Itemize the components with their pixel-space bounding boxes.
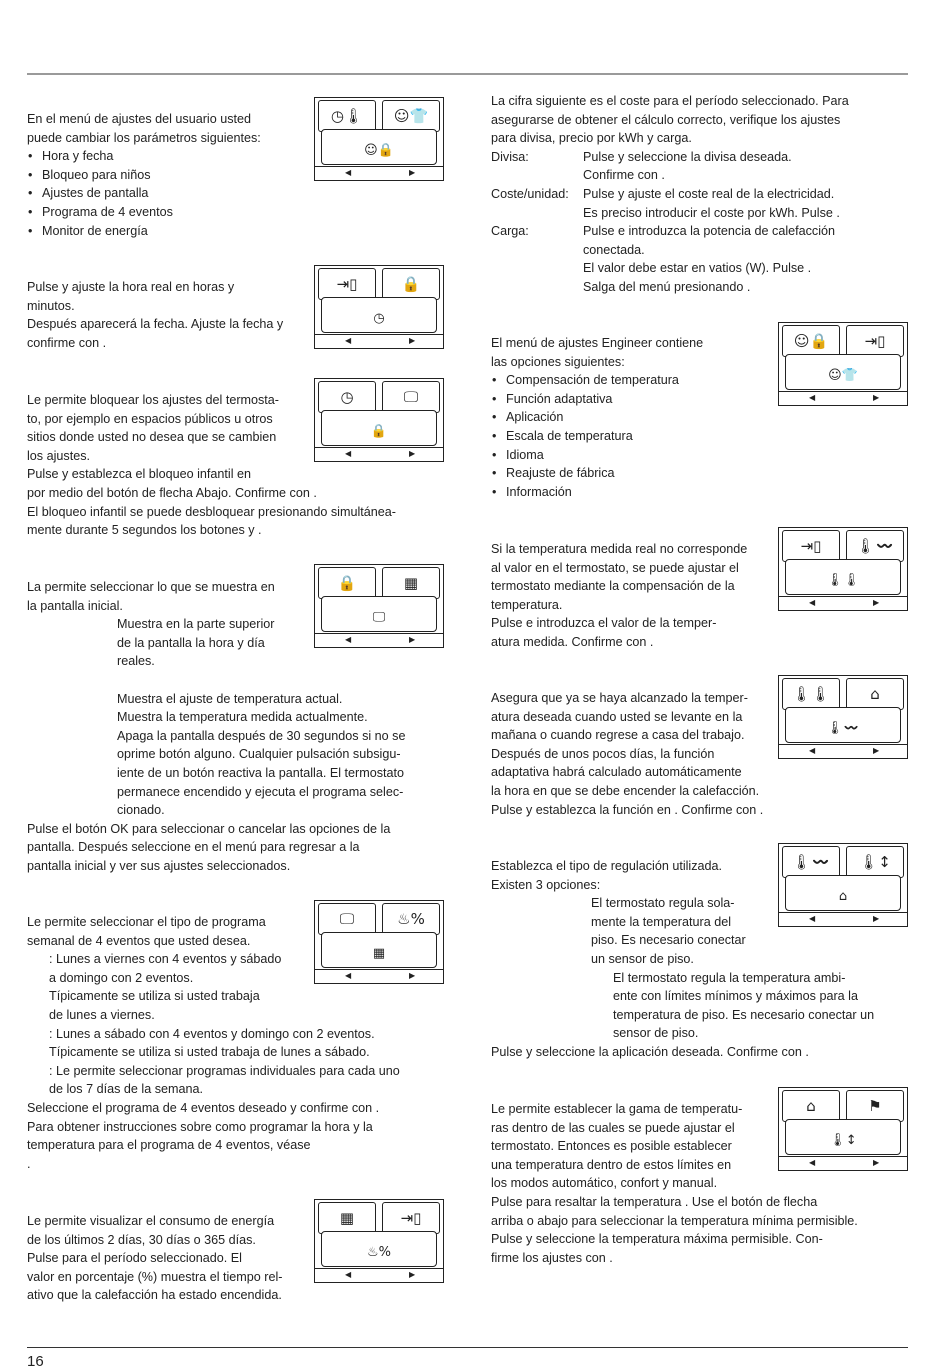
text-line: Para obtener instrucciones sobre como programar la hora y la [27,1119,373,1134]
diagram-right-menu-tile [846,530,904,562]
text-line: firme los ajustes con . [491,1250,613,1265]
right-arrow-icon: ▶ [873,746,880,755]
padlock-icon: 🔒 [370,423,388,439]
text-line: atura deseada cuando usted se levante en la [491,709,743,724]
text-line: atura medida. Confirme con . [491,634,654,649]
setting-key: Coste/unidad: [491,186,569,201]
text-line: : Le permite seleccionar programas individuales para cada uno [49,1063,400,1078]
text-line: una temperatura dentro de estos límites en [491,1157,732,1172]
exit-door-icon: ⇥▯ [336,274,358,293]
text-line: Pulse e introduzca el valor de la temper- [491,616,717,631]
right-arrow-icon: ▶ [409,449,416,458]
diagram-right-menu-tile [382,903,440,935]
right-section-temperature-compensation [491,540,747,652]
text-line: La permite seleccionar lo que se muestra en [27,580,275,594]
diagram-frame [778,527,908,611]
text-line: Apaga la pantalla después de 30 segundos si no se [117,728,406,743]
setting-value: Pulse e introduzca la potencia de calefacción [583,224,836,239]
text-line: temperatura de piso. Es necesario conectar un [613,1007,875,1022]
text-line: ras dentro de las cuales se puede ajustar el [491,1120,735,1135]
thermometers-icon: 🌡🌡 [791,684,831,703]
text-line: valor en porcentaje (%) muestra el tiempo rel- [27,1269,283,1284]
diagram-frame [778,322,908,406]
exit-door-icon: ⇥▯ [400,1208,422,1227]
person-lock-icon: ☺🔒 [793,331,829,350]
text-line: de lunes a viernes. [49,1007,155,1022]
right-arrow-icon: ▶ [409,971,416,980]
diagram-divider [315,1268,443,1269]
text-line: los modos automático, confort y manual. [491,1176,718,1191]
right-arrow-icon: ▶ [873,1158,880,1167]
text-line: permanece encendido y ejecuta el programa selec- [117,784,404,799]
text-line: de los últimos 2 días, 30 días o 365 días. [27,1232,256,1247]
thermostat-display-diagram [778,1087,908,1171]
diagram-left-menu-tile [782,846,840,878]
left-arrow-icon: ◀ [345,971,352,980]
diagram-right-menu-tile [382,268,440,300]
diagram-left-menu-tile [782,530,840,562]
text-line: la hora en que se debe encender la calefacción. [491,783,760,798]
setting-value: conectada. [583,242,645,257]
monitor-icon: 🖵 [403,387,419,406]
bullet-item: • Compensación de temperatura [491,371,703,390]
text-line: Muestra la temperatura medida actualmente. [117,710,368,725]
text-line: Pulse y establezca el bloqueo infantil en [27,467,252,482]
bullet-item: • Función adaptativa [491,390,703,409]
text-line: Muestra el ajuste de temperatura actual. [117,691,343,706]
flag-icon: ⚑ [868,1096,882,1115]
text-line: Existen 3 opciones: [491,877,601,892]
diagram-right-menu-tile [846,325,904,357]
right-arrow-icon: ▶ [409,168,416,177]
house-arrows-icon: ⌂ [806,1096,816,1115]
monitor-icon: 🖵 [339,909,355,928]
text-line: Pulse y seleccione la aplicación deseada. Confirme con . [491,1044,809,1059]
house-arrows-icon: ⌂ [870,684,880,703]
diagram-screen [321,129,437,165]
diagram-divider [315,447,443,448]
thermostat-display-diagram [314,97,444,181]
bullet-list [491,371,703,501]
setting-row [491,166,849,185]
text-line: oprime botón alguno. Cualquier pulsación subsigu- [117,747,401,762]
text-line: Típicamente se utiliza si usted trabaja de lunes a sábado. [49,1045,370,1060]
text-line: Le permite visualizar el consumo de energía [27,1214,275,1228]
thermostat-display-diagram [314,900,444,984]
text-line: termostato. Entonces es posible establecer [491,1139,732,1154]
text-line: adaptativa habrá calculado automáticamente [491,765,742,780]
text-line: : Lunes a sábado con 4 eventos y domingo con 2 eventos. [49,1026,375,1041]
top-rule [27,73,908,75]
thermostat-display-diagram [314,265,444,349]
text-line: Le permite seleccionar el tipo de programa [27,915,266,929]
thermometer-range-icon: 🌡↕ [829,1132,857,1148]
text-line: Después de unos pocos días, la función [491,746,715,761]
text-line: al valor en el termostato, se puede ajustar el [491,560,739,575]
left-section-energy-monitor [27,1212,282,1305]
diagram-left-menu-tile [318,381,376,413]
thermometer-graph-icon: 🌡〰 [791,852,831,871]
diagram-divider [779,1156,907,1157]
thermostat-display-diagram [778,843,908,927]
setting-row [491,222,849,241]
bullet-item: • Programa de 4 eventos [27,203,261,222]
calendar-icon: ▦ [372,945,386,961]
text-line: Le permite establecer la gama de temperatu- [491,1102,743,1116]
page-number: 16 [27,1353,44,1370]
text-line: El menú de ajustes Engineer contiene [491,336,704,350]
diagram-left-menu-tile [318,567,376,599]
thermometer-graph-icon: 🌡〰 [826,720,860,736]
setting-key [491,241,583,260]
diagram-frame [778,675,908,759]
left-section-user-settings [27,110,261,240]
diagram-left-menu-tile [782,678,840,710]
bullet-item: • Aplicación [491,408,703,427]
person-shirt-icon: ☺👕 [393,106,429,125]
calendar-icon: ▦ [403,573,419,592]
text-line: minutos. [27,298,75,313]
setting-value: El valor debe estar en vatios (W). Pulse . [583,261,812,276]
thermostat-display-diagram [314,378,444,462]
setting-row [491,204,849,223]
person-shirt-icon: ☺👕 [828,367,858,383]
bullet-item: • Idioma [491,446,703,465]
setting-row [491,185,849,204]
text-line: Le permite bloquear los ajustes del termosta- [27,393,280,407]
text-line: temperatura. [491,597,563,612]
bullet-item: • Información [491,483,703,502]
diagram-screen [785,707,901,743]
diagram-divider [315,334,443,335]
text-line: Muestra en la parte superior [117,617,275,632]
text-line: : Lunes a viernes con 4 eventos y sábado [49,952,282,967]
text-line: to, por ejemplo en espacios públicos u otros [27,411,273,426]
clock-icon: ◷ [340,387,354,406]
diagram-frame [314,900,444,984]
setting-key: Carga: [491,224,529,239]
diagram-frame [314,1199,444,1283]
text-line: semanal de 4 eventos que usted desea. [27,933,251,948]
diagram-right-menu-tile [846,678,904,710]
bullet-item: • Hora y fecha [27,147,261,166]
heat-percent-icon: ♨% [366,1244,391,1260]
left-arrow-icon: ◀ [345,336,352,345]
diagram-divider [779,912,907,913]
text-line: En el menú de ajustes del usuario usted [27,112,252,126]
thermostat-display-diagram [314,1199,444,1283]
diagram-divider [779,596,907,597]
diagram-left-menu-tile [782,325,840,357]
calendar-icon: ▦ [339,1208,355,1227]
setting-row [491,259,849,278]
diagram-divider [315,969,443,970]
diagram-left-menu-tile [318,903,376,935]
text-line: puede cambiar los parámetros siguientes: [27,130,261,145]
text-line: Pulse el botón OK para seleccionar o cancelar las opciones de la [27,821,391,836]
text-line: . [27,1156,31,1171]
padlock-icon: 🔒 [401,274,421,293]
right-arrow-icon: ▶ [873,393,880,402]
text-line: sensor de piso. [613,1026,699,1041]
diagram-screen [321,297,437,333]
text-line: iente de un botón reactiva la pantalla. El termostato [117,765,405,780]
diagram-screen [321,1231,437,1267]
setting-value: Pulse y seleccione la divisa deseada. [583,149,792,164]
thermostat-display-diagram [778,322,908,406]
diagram-screen [785,354,901,390]
clock-icon: ◷ [373,310,385,326]
padlock-icon: 🔒 [337,573,357,592]
bullet-item: • Bloqueo para niños [27,166,261,185]
text-line: las opciones siguientes: [491,354,625,369]
text-line: Seleccione el programa de 4 eventos deseado y confirme con . [27,1100,380,1115]
diagram-right-menu-tile [846,846,904,878]
text-line: Pulse para el período seleccionado. El [27,1251,242,1266]
diagram-left-menu-tile [318,1202,376,1234]
text-line: ente con límites mínimos y máximos para la [613,989,858,1004]
person-lock-icon: ☺🔒 [364,142,394,158]
right-arrow-icon: ▶ [873,914,880,923]
setting-value: Es preciso introducir el coste por kWh. Pulse . [583,205,840,220]
diagram-right-menu-tile [382,381,440,413]
diagram-frame [314,378,444,462]
text-line: sitios donde usted no desea que se cambien [27,430,277,445]
left-arrow-icon: ◀ [809,393,816,402]
diagram-screen [321,932,437,968]
bullet-list [27,147,261,240]
text-line: cionado. [117,803,165,818]
diagram-frame [314,97,444,181]
diagram-frame [314,265,444,349]
thermometer-range-icon: 🌡↕ [859,852,891,871]
text-line: de la pantalla la hora y día [117,635,265,650]
text-line: de los 7 días de la semana. [49,1082,204,1097]
heat-percent-icon: ♨% [397,909,425,928]
bullet-item: • Monitor de energía [27,222,261,241]
text-line: Después aparecerá la fecha. Ajuste la fecha y [27,317,284,332]
text-line: confirme con . [27,335,107,350]
left-arrow-icon: ◀ [345,635,352,644]
text-line: reales. [117,654,155,669]
house-arrows-icon: ⌂ [838,888,848,904]
setting-row [491,278,849,297]
text-line: a domingo con 2 eventos. [49,970,194,985]
diagram-screen [785,1119,901,1155]
left-arrow-icon: ◀ [345,1270,352,1279]
text-line: termostato mediante la compensación de la [491,579,735,594]
diagram-right-menu-tile [382,100,440,132]
bullet-item: • Escala de temperatura [491,427,703,446]
text-line: Si la temperatura medida real no corresponde [491,542,748,556]
diagram-divider [315,633,443,634]
right-section-engineer-menu [491,334,703,501]
text-line: temperatura para el programa de 4 eventos, véase [27,1138,311,1153]
diagram-right-menu-tile [382,567,440,599]
setting-row [491,148,849,167]
diagram-divider [315,166,443,167]
text-line: Pulse y ajuste la hora real en horas y [27,280,235,294]
right-arrow-icon: ▶ [409,635,416,644]
text-line: mente la temperatura del [591,914,732,929]
thermometers-icon: 🌡🌡 [826,572,860,588]
text-line: Pulse para resaltar la temperatura . Use el botón de flecha [491,1194,818,1209]
text-line: piso. Es necesario conectar [591,933,746,948]
right-arrow-icon: ▶ [409,1270,416,1279]
left-arrow-icon: ◀ [809,746,816,755]
text-line: ativo que la calefacción ha estado encendida. [27,1288,282,1303]
bullet-item: • Ajustes de pantalla [27,184,261,203]
thermostat-display-diagram [778,675,908,759]
setting-key: Divisa: [491,149,529,164]
text-line: Típicamente se utiliza si usted trabaja [49,989,260,1004]
diagram-screen [321,410,437,446]
text-line: pantalla. Después seleccione en el menú para regresar a la [27,840,360,855]
left-arrow-icon: ◀ [809,1158,816,1167]
text-line: Pulse y seleccione la temperatura máxima permisible. Con- [491,1232,823,1247]
diagram-frame [778,843,908,927]
setting-key [491,259,583,278]
right-section-adaptive-function [491,689,763,819]
text-line: pantalla inicial y ver sus ajustes seleccionados. [27,858,291,873]
text-line: El termostato regula sola- [591,896,735,911]
right-section-cost [491,92,849,297]
diagram-divider [779,744,907,745]
text-line: para divisa, precio por kWh y carga. [491,131,692,146]
text-line: Establezca el tipo de regulación utilizada. [491,859,723,873]
text-line: por medio del botón de flecha Abajo. Confirme con . [27,485,317,500]
diagram-right-menu-tile [846,1090,904,1122]
spacer [27,671,405,690]
exit-door-icon: ⇥▯ [800,536,822,555]
left-arrow-icon: ◀ [809,914,816,923]
right-arrow-icon: ▶ [409,336,416,345]
diagram-screen [785,875,901,911]
diagram-screen [785,559,901,595]
text-line: arriba o abajo para seleccionar la temperatura mínima permisible. [491,1213,858,1228]
setting-key [491,278,583,297]
thermostat-display-diagram [314,564,444,648]
text-line: Asegura que ya se haya alcanzado la temper- [491,691,748,705]
text-line: Pulse y establezca la función en . Confirme con . [491,802,764,817]
text-line: la pantalla inicial. [27,598,123,613]
diagram-divider [779,391,907,392]
diagram-left-menu-tile [318,268,376,300]
text-line: asegurarse de obtener el cálculo correcto, verifique los ajustes [491,112,841,127]
setting-value: Pulse y ajuste el coste real de la electricidad. [583,186,835,201]
setting-value: Confirme con . [583,168,665,183]
left-arrow-icon: ◀ [345,449,352,458]
diagram-frame [314,564,444,648]
text-line: El bloqueo infantil se puede desbloquear presionando simultánea- [27,504,396,519]
diagram-right-menu-tile [382,1202,440,1234]
text-line: un sensor de piso. [591,951,694,966]
diagram-frame [778,1087,908,1171]
text-line: los ajustes. [27,448,90,463]
setting-value: Salga del menú presionando . [583,279,751,294]
thermostat-display-diagram [778,527,908,611]
monitor-icon: 🖵 [372,609,386,625]
diagram-screen [321,596,437,632]
bottom-rule [27,1347,908,1348]
thermometer-graph-icon: 🌡〰 [855,536,895,555]
exit-door-icon: ⇥▯ [864,331,886,350]
setting-key [491,166,583,185]
right-arrow-icon: ▶ [873,598,880,607]
bullet-item: • Reajuste de fábrica [491,464,703,483]
clock-thermometer-icon: ◷🌡 [330,106,364,125]
left-section-time-date [27,278,283,352]
diagram-left-menu-tile [318,100,376,132]
diagram-left-menu-tile [782,1090,840,1122]
setting-key [491,204,583,223]
text-line: mañana o cuando regrese a casa del trabajo. [491,728,745,743]
left-arrow-icon: ◀ [809,598,816,607]
left-arrow-icon: ◀ [345,168,352,177]
text-line: mente durante 5 segundos los botones y . [27,523,262,538]
setting-row [491,241,849,260]
text-line: La cifra siguiente es el coste para el período seleccionado. Para [491,94,849,108]
text-line: El termostato regula la temperatura ambi- [613,970,846,985]
